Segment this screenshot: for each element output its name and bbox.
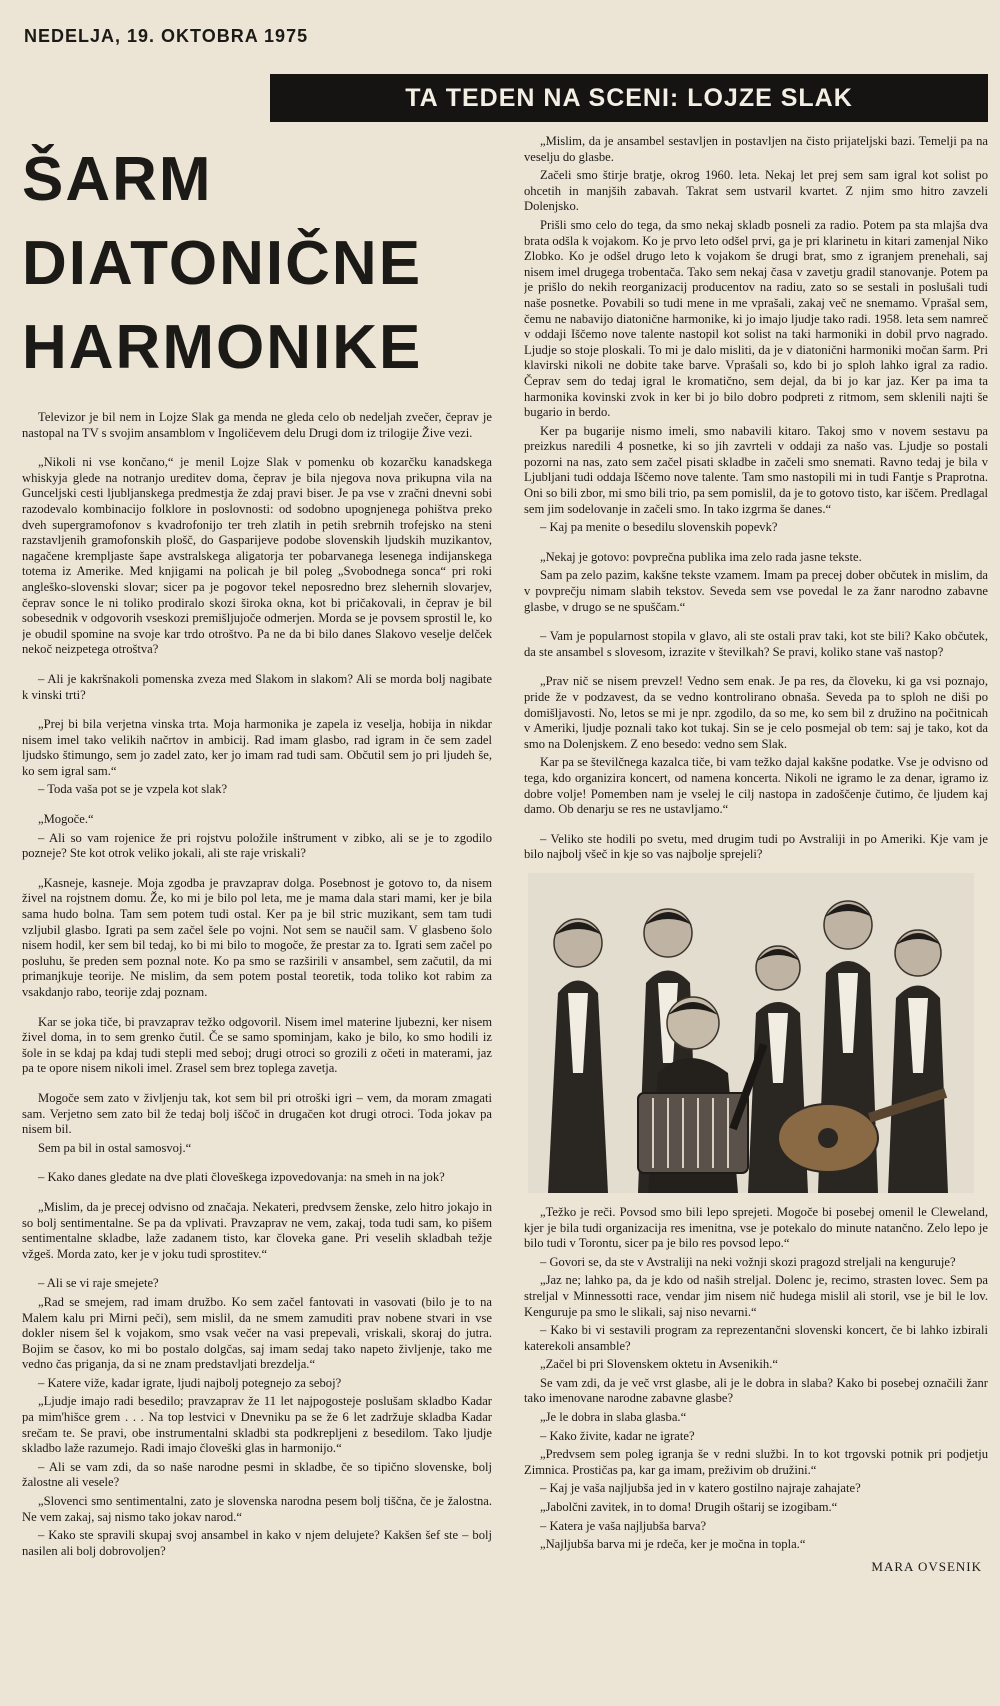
interview-question: – Kaj pa menite o besedilu slovenskih popevk? — [540, 520, 778, 535]
interview-question: Se vam zdi, da je več vrst glasbe, ali je le dobra in slaba? Kako bi posebej označili žanr tako imenovane narodne zabavne glasbe? — [524, 1375, 988, 1406]
headline-line: DIATONIČNE — [22, 229, 423, 298]
interview-answer: „Prav nič se nisem prevzel! Vedno sem enak. Je pa res, da človeku, ki ga vsi poznajo, pride že v podzavest, da se vedno kontrolirano obnaša. Seveda pa to sploh ne diši po domišljavosti. No, letos se mi je npr. zgodilo, da so me, ko sem bil z družino na počitnicah v Ameriki, ljudje poznali tako kot tukaj. Sin se je celo posmejal ob tem: saj je tako, kot da smo na Dolenjskem. Z eno besedo: vedno sem Slak. — [524, 674, 988, 751]
headline-line: HARMONIKE — [22, 313, 423, 382]
interview-answer: „Jabolčni zavitek, in to doma! Drugih oštarij se izogibam.“ — [540, 1500, 838, 1515]
interview-question: – Katere viže, kadar igrate, ljudi najbolj potegnejo za seboj? — [38, 1375, 342, 1390]
interview-answer: „Težko je reči. Povsod smo bili lepo sprejeti. Mogoče bi posebej omenil le Cleweland, kjer je bila tudi organizacija res imenitna, vse je potekalo do minute natančno. Zelo lepo je bilo tudi v Torontu, sicer pa je bilo res povsod lepo.“ — [524, 1204, 988, 1251]
interview-question: – Govori se, da ste v Avstraliji na neki vožnji skozi pragozd streljali na kenguruje? — [540, 1254, 956, 1269]
interview-answer: Sem pa bil in ostal samosvoj.“ — [38, 1140, 192, 1155]
interview-answer: „Slovenci smo sentimentalni, zato je slovenska narodna pesem bolj tiščna, če je žalostna. Ne vem zakaj, saj nismo tako jokav narod.“ — [22, 1494, 492, 1524]
accordion-band-photo-icon — [528, 873, 974, 1193]
interview-answer: Kar se joka tiče, bi pravzaprav težko odgovoril. Nisem imel materine ljubezni, ker nisem živel doma, in to sem grenko čutil. Če se samo spominjam, kako je bilo, ko smo hodili iz šole in se kdaj pa kdaj tudi stepli med seboj; drugi otroci so grozili z očeti in materami, jaz pa te opore nisem nikoli imel. Zrasel sem brez toplega zavetja. — [22, 1014, 492, 1076]
interview-question: – Ali je kakršnakoli pomenska zveza med Slakom in slakom? Ali se morda bolj nagibate k vinski trti? — [22, 671, 492, 702]
interview-answer: „Ljudje imajo radi besedilo; pravzaprav že 11 let najpogosteje poslušam skladbo Kadar pa mim'hišce grem . . . Na top lestvici v Dnevniku pa se že 6 let zadržuje skladba Kadar srečam te. Se pravi, obe instrumentalni skladbi sta podkrepljeni z besedilom. Tako ljudje skladbo laže razumejo. Radi imajo človeški glas in harmonijo.“ — [22, 1394, 492, 1456]
interview-answer: „Rad se smejem, rad imam družbo. Ko sem začel fantovati in vasovati (bilo je to na Malem kalu pri Mirni peči), sem mislil, da ne smem zamuditi prav nobene stvari in vse dokler nisem šel k vojakom, smo vsak večer na vasi prepevali, vriskali, skoraj do jutra. Bojim se časov, ko mi bo postalo dolgčas, saj imam sedaj tako napeto življenje, tako me vedno čas priganja, da si ne znam predstavljati brezdelja.“ — [22, 1294, 492, 1372]
interview-question: – Kako bi vi sestavili program za reprezentančni slovenski koncert, če bi lahko izbirali katerekoli ansamble? — [524, 1323, 988, 1353]
interview-answer: „Prej bi bila verjetna vinska trta. Moja harmonika je zapela iz veselja, hobija in nikdar nisem imel tako velikih načrtov in ambicij. Rad imam glasbo, rad igram in če sem zadel ljudsko štimungo, sem jo zadel zato, ker jo imam rad tudi sam. Občutil sem jo pri ljudeh še, ko sem igral sam.“ — [22, 717, 492, 778]
headline — [22, 138, 472, 390]
interview-question: – Ali se vam zdi, da so naše narodne pesmi in skladbe, če so tipično slovenske, bolj žalostne ali vesele? — [22, 1459, 492, 1490]
interview-answer: „Začel bi pri Slovenskem oktetu in Avsenikih.“ — [540, 1357, 778, 1372]
dateline: NEDELJA, 19. OKTOBRA 1975 — [24, 26, 309, 46]
article-column-right — [524, 134, 988, 1694]
interview-question: – Katera je vaša najljubša barva? — [540, 1518, 707, 1533]
interview-question: – Kaj je vaša najljubša jed in v katero gostilno najraje zahajate? — [540, 1481, 861, 1496]
interview-answer: „Jaz ne; lahko pa, da je kdo od naših streljal. Dolenc je, recimo, strasten lovec. Sem pa streljal v Minnessotti race, vendar jim nisem nič hudega mislil ali storil, vse je bil le lov. Kenguruje pa smo le slikali, saj niso nevarni.“ — [524, 1273, 988, 1319]
interview-answer: Kar pa se številčnega kazalca tiče, bi vam težko dajal kakšne podatke. Vse je odvisno od tega, kdo organizira koncert, od namena koncerta. Nikoli ne igramo le za denar, igramo iz dobre volje! Pomemben nam je vselej le cilj nastopa in zadoščenje čutimo, če ljudem kaj damo. Ob denarju se res ne ustavljamo.“ — [524, 755, 988, 817]
interview-question: – Ali so vam rojenice že pri rojstvu položile inštrument v zibko, ali se je to zgodilo pozneje? Ste kot otrok veliko jokali, ali ste raje vriskali? — [22, 830, 492, 861]
interview-question: – Kako danes gledate na dve plati človeškega izpovedovanja: na smeh in na jok? — [38, 1170, 445, 1185]
interview-question: – Veliko ste hodili po svetu, med drugim tudi po Avstraliji in po Ameriki. Kje vam je bilo najbolj všeč in kje so vas najbolje sprejeli? — [524, 831, 988, 862]
interview-answer: Ker pa bugarije nismo imeli, smo nabavili kitaro. Takoj smo v novem sestavu pa preizkus naredili 4 posnetke, ki so jih zavrteli v oddaji za našo vas. Ljudje so postali pozorni na nas, zato sem začel pisati skladbe in začeli smo snemati. Ravno tedaj je bila v Ljubljani tudi oddaja Iščemo nove talente. Tam smo nastopili mi in tudi Fantje s Praprotna. Oni so bili zbor, mi smo bili trio, pa sem pomislil, da je to gotovo tisto, kar iščem. Predlagal sem jim sodelovanje in začeli smo. In tako izgrma še danes.“ — [524, 423, 988, 516]
interview-answer: „Je le dobra in slaba glasba.“ — [540, 1410, 687, 1425]
interview-answer: „Najljubša barva mi je rdeča, ker je močna in topla.“ — [540, 1537, 806, 1552]
interview-question: – Vam je popularnost stopila v glavo, ali ste ostali prav taki, kot ste bili? Kako občutek, da ste ansambel s slovesom, izrazite v številkah? Se pravi, koliko stane vaš nastop? — [524, 629, 988, 659]
headline-line: ŠARM — [22, 145, 213, 214]
interview-answer: „Mislim, da je ansambel sestavljen in postavljen na čisto prijateljski bazi. Temelji pa na veselju do glasbe. — [524, 134, 988, 164]
section-banner: TA TEDEN NA SCENI: LOJZE SLAK — [270, 74, 988, 122]
paragraph: Televizor je bil nem in Lojze Slak ga menda ne gleda celo ob nedeljah zvečer, čeprav je nastopal na TV s svojim ansamblom v Ingoličevem delu Drugi dom iz trilogije Žive vezi. — [22, 410, 492, 440]
interview-answer: „Mislim, da je precej odvisno od značaja. Nekateri, predvsem ženske, zelo hitro jokajo in so bolj sentimentalne. Se pa da vplivati. Pravzaprav ne vem, zakaj, toda tudi sam, ko pišem sentimentalne skladbe, laže zadanem tisto, kar človeka gane. Pri veselih skladbah težje vžgeš. Morda zato, ker je v joku tudi sprostitev.“ — [22, 1199, 492, 1261]
interview-question: – Kako živite, kadar ne igrate? — [540, 1428, 695, 1443]
interview-answer: „Nekaj je gotovo: povprečna publika ima zelo rada jasne tekste. — [540, 549, 862, 564]
interview-answer: Sam pa zelo pazim, kakšne tekste vzamem. Imam pa precej dober občutek in mislim, da v povprečju nimam slabih tekstov. Seveda sem vse povedal le za žanr narodno zabavne glasbe, v drugo se ne spuščam.“ — [524, 568, 988, 614]
interview-answer: „Kasneje, kasneje. Moja zgodba je pravzaprav dolga. Posebnost je gotovo to, da nisem živel na rojstnem domu. Že, ko mi je bilo pol leta, me je mama dala stari mami, ker je bila sama hudo bolna. Tam sem potem tudi ostal. Ker pa je bil stric muzikant, sem tam tudi vzljubil glasbo. Igrati pa sem začel šele po vojni. Not sem se naučil sam. V glasbeno šolo nisem hodil, ker sem bil tedaj, ko bi mi bilo to mogoče, že prestar za to. Igrati sem začel po posluhu, še preden sem poznal note. Ko pa smo se razširili v ansambel, sem začutil, da mi primanjkuje teorije. Ne mislim, da sem potem postal teoretik, toda toliko kot rabim za vsakdanjo rabo, teorije zdaj poznam. — [22, 875, 492, 999]
interview-answer: „Mogoče.“ — [38, 812, 94, 827]
interview-question: – Toda vaša pot se je vzpela kot slak? — [38, 782, 228, 797]
interview-answer: Mogoče sem zato v življenju tak, kot sem bil pri otroški igri – vem, da moram zmagati sam. Verjetno sem zato bil že tedaj bolj iščoč in drugačen kot drugi otroci. Toda jokav pa nisem bil. — [22, 1090, 492, 1137]
interview-answer: Začeli smo štirje bratje, okrog 1960. leta. Nekaj let prej sem sam igral kot solist po ohcetih in manjših zabavah. Takrat sem ustvaril kvartet. Z njim smo hitro zavzeli Dolenjsko. — [524, 168, 988, 214]
group-photo — [528, 873, 974, 1193]
paragraph: „Nikoli ni vse končano,“ je menil Lojze Slak v pomenku ob kozarčku kanadskega whiskyja glede na notranjo ureditev doma, čeprav je bila njegova nova prikupna vila na Gunceljski cesti ljubljanskega predmestja že zdaj pravi biser. Je pa vse v zračni dnevni sobi razodevalo kombinacijo folklore in poslovnosti: od sodobno upognjenega pohištva preko dveh supergramofonov s kvadrofonijo ter treh zlatih in petih srebrnih trofejsko na steni razstavljenih gramofonskih plošč, do Gasparijeve podobe slovenskih ljudskih muzikantov, nagačene krempljaste šape avstralskega aligatorja ter pobarvanega lesenega indijanskega totema iz Amerike. Med knjigami na policah je bil poleg „Svobodnega sonca“ pri roki angleško-slovenski slovar; sicer pa je pogovor tekel neposredno brez slehernih slovarjev, čeprav sonce le ni toliko prodiralo skozi široka okna, kot bi pričakovali, in čeprav je bil sobesednik v odgovorih vseskozi premišljujoče odmerjen. Morda se je povsem sprostil le, ko je obudil spomine na svoje kar trdo otroštvo. Pa ne da bi bilo danes Slakovo veselje delček nekoč neizpetega otroštva? — [22, 455, 492, 657]
article-column-left — [22, 410, 492, 1700]
interview-answer: Prišli smo celo do tega, da smo nekaj skladb posneli za radio. Potem pa sta mlajša dva brata odšla k vojakom. Ko je prvo leto odšel prvi, ga je pri klarinetu in kitari zamenjal Niko Zlobko. Ko je odšel drugo leto k vojakom še drugi brat, smo z igranjem prenehali, saj nisem imel drugega trobentača. Tako sem nekaj časa v zavetju gradil stanovanje. Potem pa je prišlo do nekih reorganizacij producentov na radiu, zato so se sestali in poslušali tudi naše posnetke. Povabili so tudi mene in me vprašali, zakaj več ne snemamo. Vprašal sem, čemu ne nabavijo diatonične harmonike, ki jo imajo ljudje tako radi. 1958. leta sem namreč v oddaji Iščemo nove talente nastopil kot solist na taki harmoniki in dobil prvo nagrado. Ljudje so stoje ploskali. To mi je dalo misliti, da je v diatonični harmoniki močan šarm. Pri klavirski nikoli ne dobite take barve. Vprašali so, kdo bi jo sploh lahko igral za radio. Čeprav sem do tedaj igral le kromatično, sem dejal, da bi jo kar jaz. Ker pa ima ta harmonika kovinski zvok in ker bi jo bilo dobro podpreti z ritmom, sem sklenili najti še bugario in berdo. — [524, 217, 988, 420]
interview-answer: „Predvsem sem poleg igranja še v redni službi. In to kot trgovski potnik pri podjetju Zimnica. Prostičas pa, kar ga imam, preživim ob družini.“ — [524, 1447, 988, 1477]
interview-question: – Ali se vi raje smejete? — [38, 1276, 159, 1291]
author-signature: MARA OVSENIK — [871, 1558, 982, 1574]
interview-question: – Kako ste spravili skupaj svoj ansambel in kako v njem delujete? Kakšen šef ste – bolj nasilen ali bolj dobrovoljen? — [22, 1528, 492, 1558]
